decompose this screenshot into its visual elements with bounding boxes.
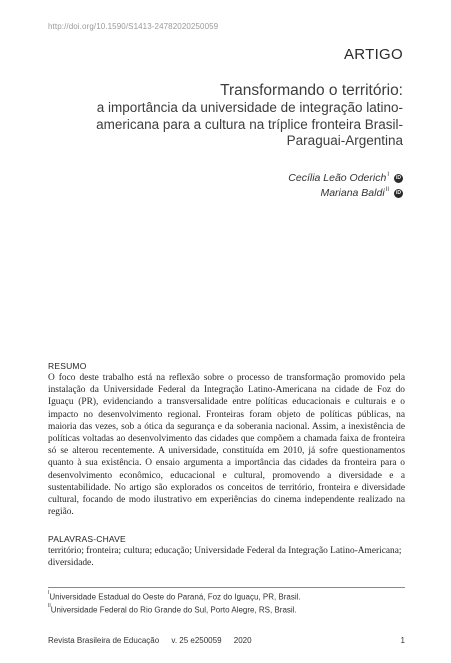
author-2 xyxy=(288,186,403,201)
footnote-mark: II xyxy=(48,602,51,609)
footnote-mark: I xyxy=(48,590,50,596)
footer-citation xyxy=(48,636,262,645)
footnote-item xyxy=(48,590,301,603)
abstract-heading: RESUMO xyxy=(48,361,87,371)
author-name: Mariana Baldi xyxy=(320,187,385,199)
title-main: Transformando o território: xyxy=(220,82,403,99)
section-label: ARTIGO xyxy=(343,46,403,63)
journal-name: Revista Brasileira de Educação xyxy=(48,636,160,645)
orcid-icon[interactable]: iD xyxy=(396,175,401,181)
keywords-heading: PALAVRAS-CHAVE xyxy=(48,534,126,544)
author-name: Cecília Leão Oderich xyxy=(288,172,387,184)
footnote-text: Universidade Federal do Rio Grande do Sul, Porto Alegre, RS, Brasil. xyxy=(50,605,297,615)
orcid-icon[interactable]: iD xyxy=(396,190,401,196)
page-number: 1 xyxy=(400,636,405,645)
affiliation-mark: I xyxy=(387,172,389,178)
abstract-text: O foco deste trabalho está na reflexão sobre o processo de transformação promovido pela instalação da Universidade Federal da Integração Latino-Americana na cidade de Foz do Iguaçu (PR), evidenciando a transversalidade entre políticas educacionais e culturais e o impacto no desenvolvimento regional. Fronteiras foram objeto de políticas públicas, na maioria das vezes, sob a ótica da segurança e da soberania nacional. Assim, a inexistência de políticas voltadas ao desenvolvimento das cidades que compõem a chamada faixa de fronteira só se alterou recentemente. A universidade, constituída em 2010, já sofre questionamentos quanto à sua existência. O ensaio argumenta a importância das cidades da fronteira para o desenvolvimento econômico, educacional e cultural, promovendo a diversidade e a sustentabilidade. No artigo são explorados os conceitos de território, fronteira e diversidade cultural, focando de modo ilustrativo em experiências do cinema independente realizado na região. xyxy=(48,373,405,518)
affiliation-mark: II xyxy=(385,187,389,193)
footnotes xyxy=(48,590,301,615)
footnote-item xyxy=(48,603,301,616)
doi-link[interactable]: http://doi.org/10.1590/S1413-24782020250059 xyxy=(48,22,219,31)
article-title xyxy=(43,82,403,150)
title-subtitle: a importância da universidade de integração latino-americana para a cultura na tríplice fronteira Brasil-Paraguai-Argentina xyxy=(96,100,403,148)
author-list xyxy=(288,171,403,201)
keywords-text: território; fronteira; cultura; educação; Universidade Federal da Integração Latino-Americana; diversidade. xyxy=(48,546,402,569)
journal-volume: v. 25 e250059 xyxy=(171,636,222,645)
footnote-divider xyxy=(48,587,405,588)
journal-year: 2020 xyxy=(233,636,252,645)
page-footer xyxy=(48,636,405,645)
footnote-text: Universidade Estadual do Oeste do Paraná, Foz do Iguaçu, PR, Brasil. xyxy=(49,592,301,602)
